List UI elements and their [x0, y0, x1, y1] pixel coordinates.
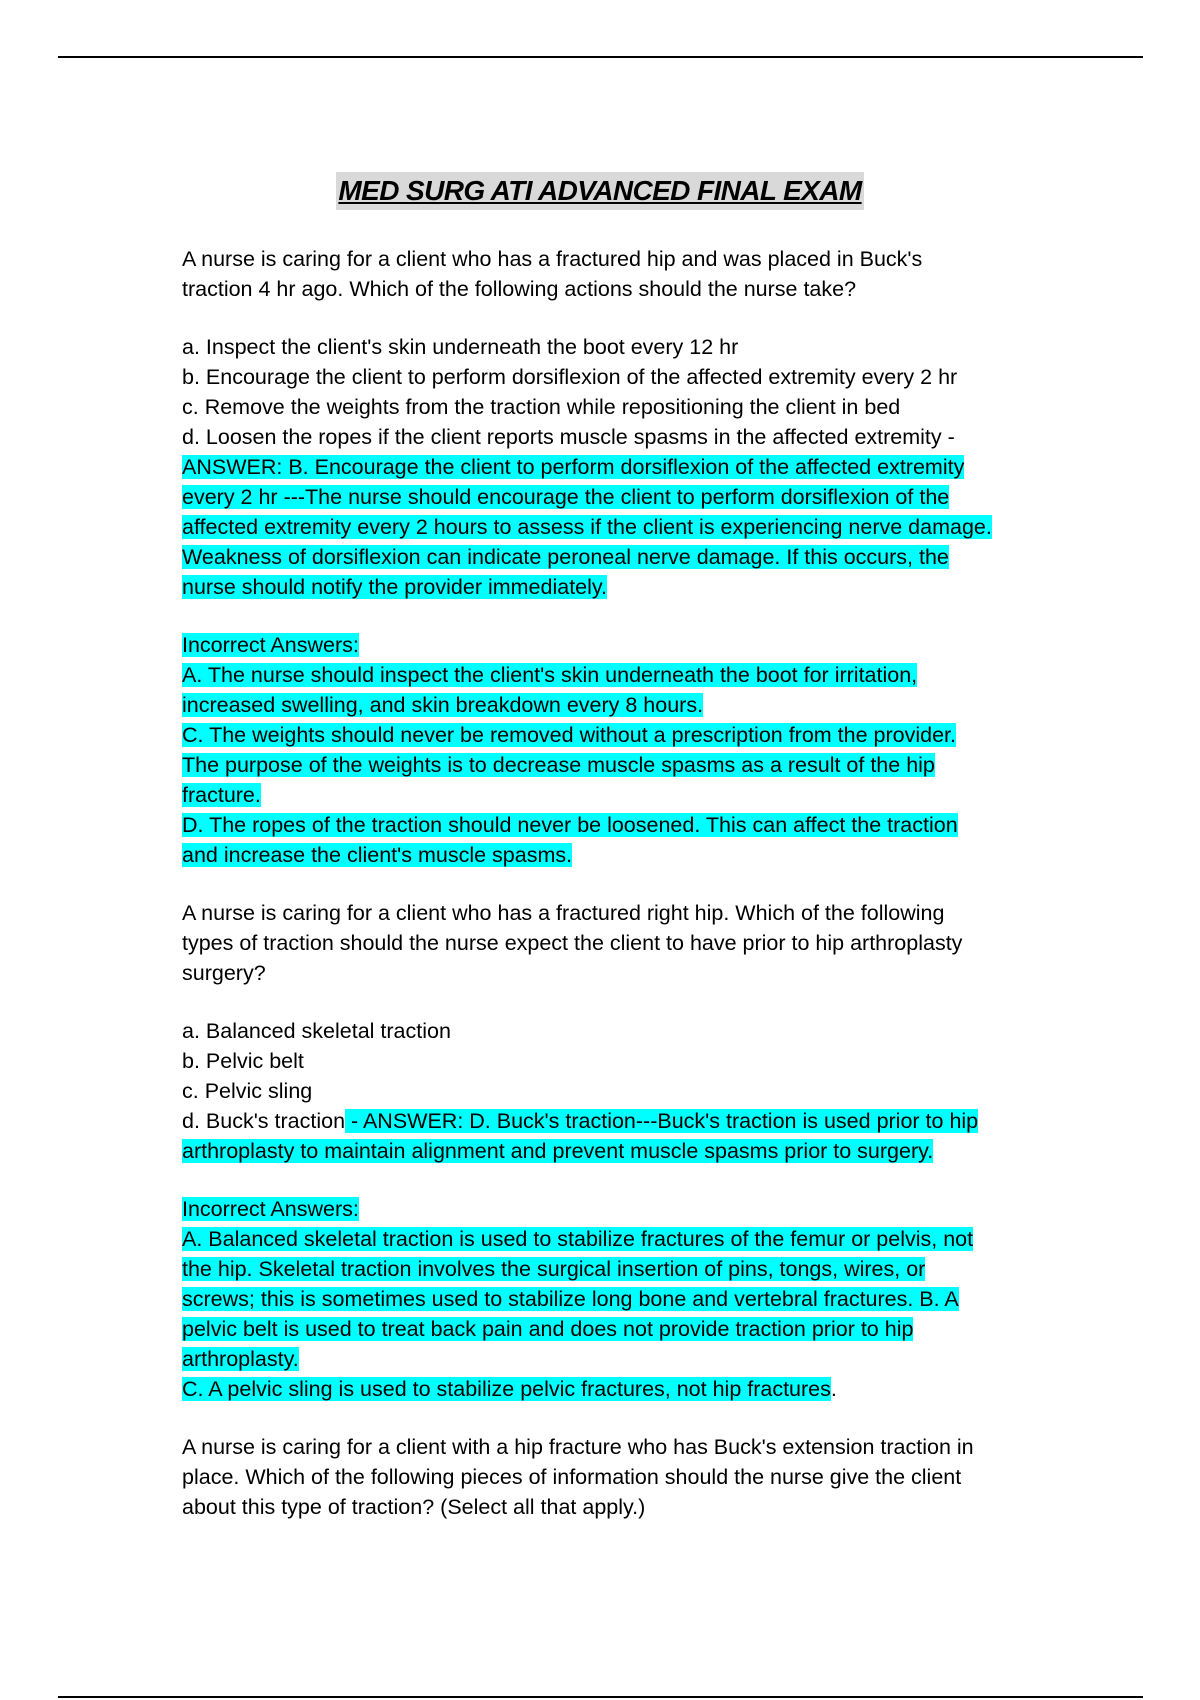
option-b: b. Pelvic belt	[182, 1049, 304, 1073]
incorrect-line: The purpose of the weights is to decrease muscle spasms as a result of the hip	[182, 753, 935, 777]
stem-line: traction 4 hr ago. Which of the following actions should the nurse take?	[182, 277, 857, 301]
option-b: b. Encourage the client to perform dorsiflexion of the affected extremity every 2 hr	[182, 365, 958, 389]
answer-inline: - ANSWER: D. Buck's traction---Buck's traction is used prior to hip	[345, 1109, 979, 1133]
question-2-stem	[182, 898, 1022, 988]
answer-line: affected extremity every 2 hours to assess if the client is experiencing nerve damage.	[182, 515, 992, 539]
top-rule	[58, 56, 1143, 58]
incorrect-line: A. Balanced skeletal traction is used to stabilize fractures of the femur or pelvis, not	[182, 1227, 974, 1251]
answer-line: nurse should notify the provider immediately.	[182, 575, 608, 599]
incorrect-line: and increase the client's muscle spasms.	[182, 843, 573, 867]
incorrect-line: fracture.	[182, 783, 261, 807]
option-c: c. Pelvic sling	[182, 1079, 313, 1103]
bottom-rule	[58, 1696, 1143, 1698]
stem-line: place. Which of the following pieces of information should the nurse give the client	[182, 1465, 962, 1489]
incorrect-heading: Incorrect Answers:	[182, 633, 359, 657]
question-2-options	[182, 1016, 1022, 1166]
incorrect-line: D. The ropes of the traction should never be loosened. This can affect the traction	[182, 813, 958, 837]
answer-line: Weakness of dorsiflexion can indicate peroneal nerve damage. If this occurs, the	[182, 545, 949, 569]
page-title: MED SURG ATI ADVANCED FINAL EXAM	[336, 172, 863, 210]
question-1-incorrect	[182, 630, 1022, 870]
option-c: c. Remove the weights from the traction while repositioning the client in bed	[182, 395, 901, 419]
answer-line: arthroplasty to maintain alignment and prevent muscle spasms prior to surgery.	[182, 1139, 934, 1163]
incorrect-line: increased swelling, and skin breakdown every 8 hours.	[182, 693, 704, 717]
stem-line: types of traction should the nurse expect the client to have prior to hip arthroplasty	[182, 931, 963, 955]
question-3-stem	[182, 1432, 1022, 1522]
question-3	[182, 1432, 1022, 1522]
incorrect-heading: Incorrect Answers:	[182, 1197, 359, 1221]
option-d: d. Buck's traction - ANSWER: D. Buck's traction---Buck's traction is used prior to hip	[182, 1109, 979, 1133]
stem-line: A nurse is caring for a client with a hip fracture who has Buck's extension traction in	[182, 1435, 974, 1459]
answer-line: ANSWER: B. Encourage the client to perform dorsiflexion of the affected extremity	[182, 455, 965, 479]
incorrect-line: arthroplasty.	[182, 1347, 299, 1371]
question-1	[182, 244, 1022, 870]
stem-line: surgery?	[182, 961, 266, 985]
stem-line: A nurse is caring for a client who has a fractured right hip. Which of the following	[182, 901, 945, 925]
question-2	[182, 898, 1022, 1404]
option-a: a. Inspect the client's skin underneath the boot every 12 hr	[182, 335, 739, 359]
title-container	[0, 172, 1200, 210]
incorrect-line: C. A pelvic sling is used to stabilize pelvic fractures, not hip fractures.	[182, 1377, 837, 1401]
stem-line: A nurse is caring for a client who has a fractured hip and was placed in Buck's	[182, 247, 923, 271]
option-d: d. Loosen the ropes if the client reports muscle spasms in the affected extremity -	[182, 425, 955, 449]
document-body	[182, 244, 1022, 1522]
incorrect-line: the hip. Skeletal traction involves the surgical insertion of pins, tongs, wires, or	[182, 1257, 926, 1281]
option-a: a. Balanced skeletal traction	[182, 1019, 451, 1043]
incorrect-line: pelvic belt is used to treat back pain and does not provide traction prior to hip	[182, 1317, 914, 1341]
answer-line: every 2 hr ---The nurse should encourage the client to perform dorsiflexion of the	[182, 485, 950, 509]
incorrect-line: C. The weights should never be removed without a prescription from the provider.	[182, 723, 956, 747]
stem-line: about this type of traction? (Select all that apply.)	[182, 1495, 646, 1519]
question-1-options	[182, 332, 1022, 602]
question-1-stem	[182, 244, 1022, 304]
incorrect-line: screws; this is sometimes used to stabilize long bone and vertebral fractures. B. A	[182, 1287, 959, 1311]
incorrect-line: A. The nurse should inspect the client's skin underneath the boot for irritation,	[182, 663, 918, 687]
question-2-incorrect	[182, 1194, 1022, 1404]
